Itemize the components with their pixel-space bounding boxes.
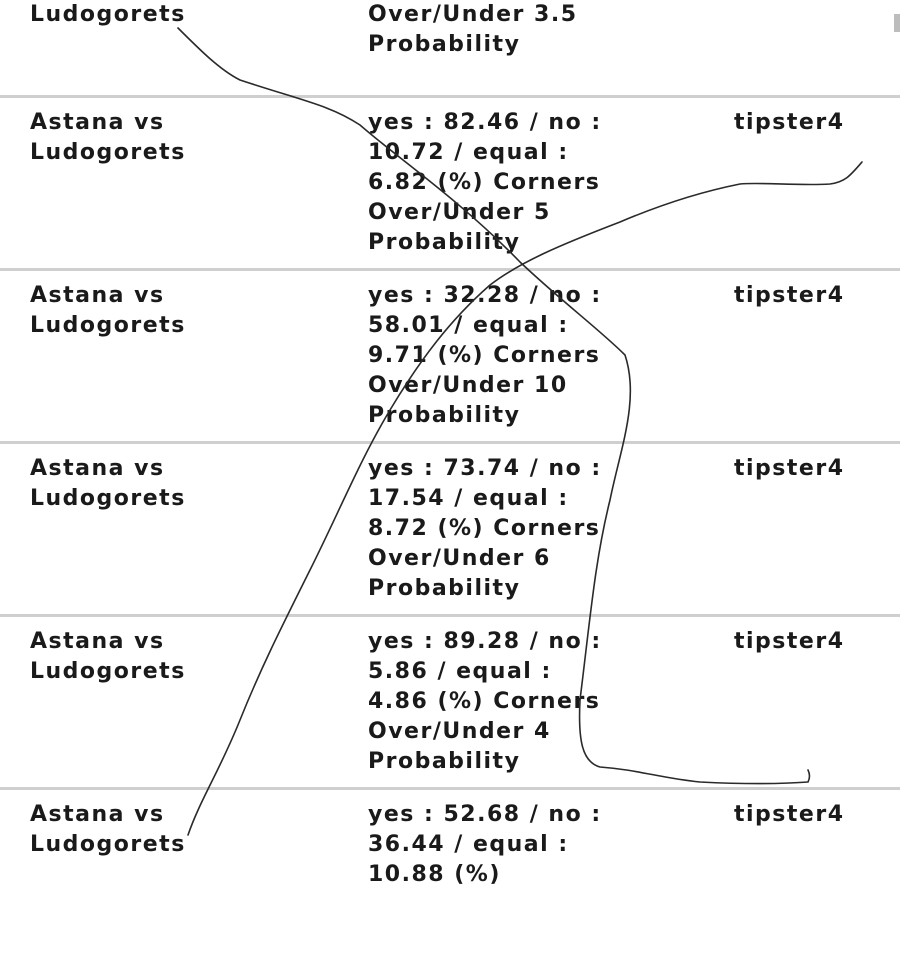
prediction-text: yes : 73.74 / no : 17.54 / equal : 8.72 (%) Corners Over/Under 6 Probability	[368, 456, 602, 601]
match-name: Astana vs Ludogorets	[30, 283, 186, 338]
tipster-name[interactable]: tipster4	[734, 629, 845, 654]
tipster-name[interactable]: tipster4	[734, 802, 845, 827]
match-name: Ludogorets	[30, 2, 186, 27]
match-name: Astana vs Ludogorets	[30, 629, 186, 684]
table-row	[0, 98, 900, 271]
prediction-text: Over/Under 3.5 Probability	[368, 2, 578, 57]
table-row	[0, 271, 900, 444]
table-row	[0, 617, 900, 790]
prediction-text: yes : 32.28 / no : 58.01 / equal : 9.71 (%) Corners Over/Under 10 Probability	[368, 283, 602, 428]
tipster-name[interactable]: tipster4	[734, 456, 845, 481]
tipster-name[interactable]: tipster4	[734, 110, 845, 135]
match-name: Astana vs Ludogorets	[30, 802, 186, 857]
match-name: Astana vs Ludogorets	[30, 456, 186, 511]
table-row	[0, 444, 900, 617]
scrollbar-edge[interactable]	[894, 14, 900, 32]
match-name: Astana vs Ludogorets	[30, 110, 186, 165]
prediction-text: yes : 89.28 / no : 5.86 / equal : 4.86 (%) Corners Over/Under 4 Probability	[368, 629, 602, 774]
table-row	[0, 0, 900, 98]
prediction-text: yes : 52.68 / no : 36.44 / equal : 10.88 (%)	[368, 802, 602, 887]
tipster-name[interactable]: tipster4	[734, 283, 845, 308]
prediction-text: yes : 82.46 / no : 10.72 / equal : 6.82 (%) Corners Over/Under 5 Probability	[368, 110, 602, 255]
table-row	[0, 790, 900, 963]
